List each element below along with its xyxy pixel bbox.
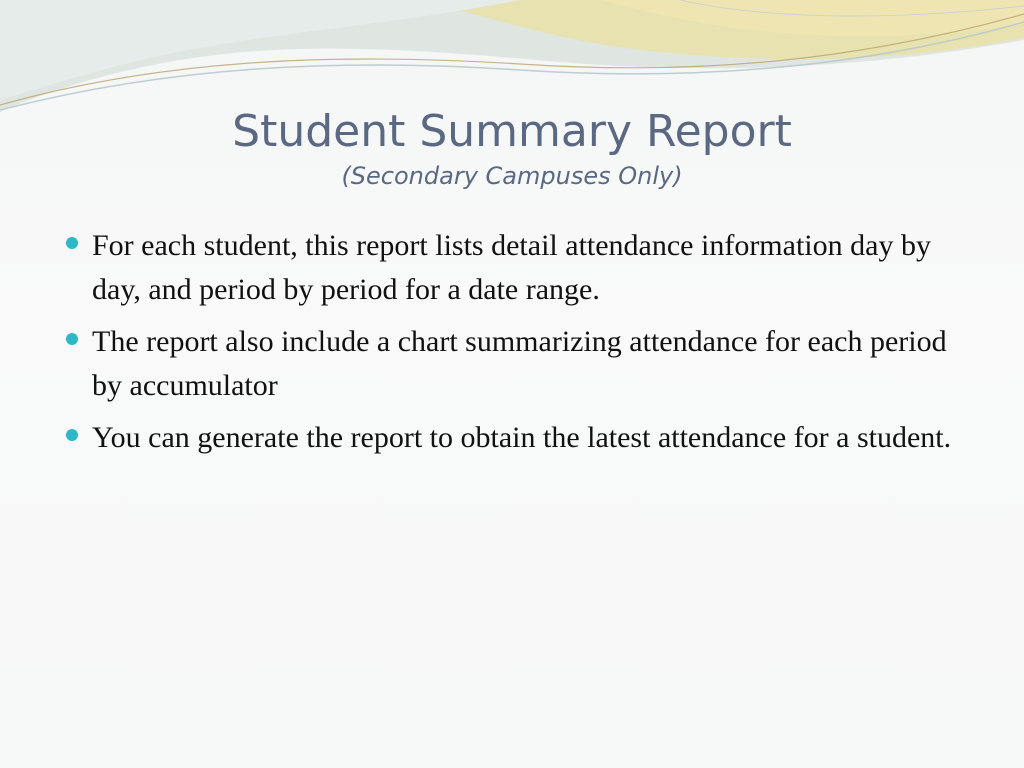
slide-subtitle: (Secondary Campuses Only) xyxy=(341,162,683,190)
bullet-dot-icon xyxy=(66,333,78,345)
bullet-text: For each student, this report lists detail attendance information day by day, and period by period for a date range. xyxy=(92,229,931,306)
bullet-item xyxy=(64,320,964,408)
bullet-text: The report also include a chart summarizing attendance for each period by accumulator xyxy=(92,325,947,402)
bullet-dot-icon xyxy=(66,429,78,441)
bullet-item xyxy=(64,224,964,312)
title-block xyxy=(0,104,1024,192)
slide-title: Student Summary Report xyxy=(232,106,792,157)
bullet-dot-icon xyxy=(66,237,78,249)
bullet-text: You can generate the report to obtain the latest attendance for a student. xyxy=(92,421,952,454)
bullet-list xyxy=(64,224,964,468)
bullet-item xyxy=(64,416,964,460)
